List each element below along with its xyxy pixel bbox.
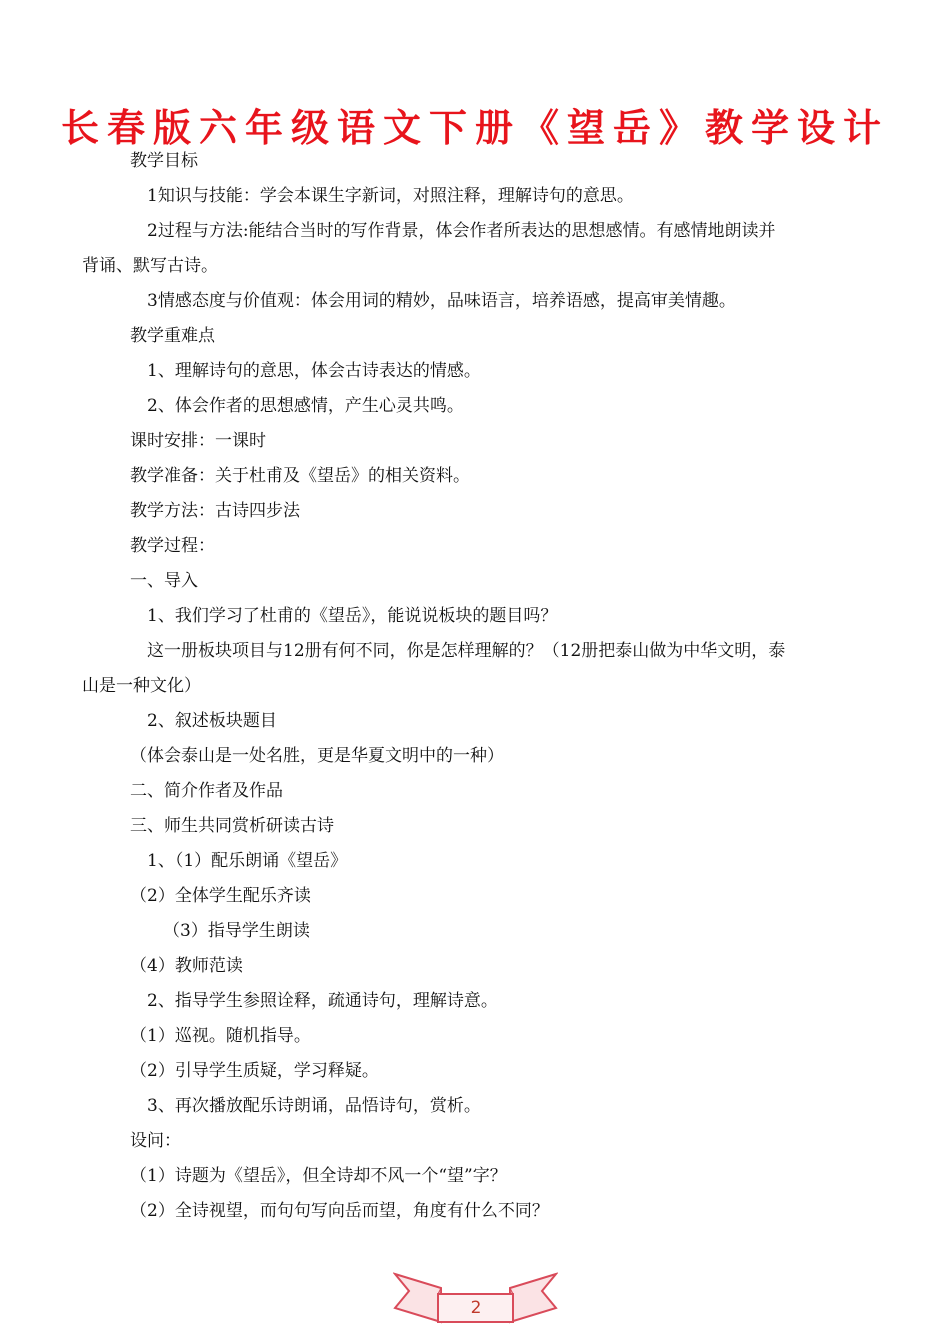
paragraph-line: （体会泰山是一处名胜，更是华夏文明中的一种） [130, 746, 504, 766]
paragraph-line: 背诵、默写古诗。 [82, 256, 218, 276]
paragraph-line: 设问： [130, 1131, 181, 1151]
page-number: 2 [470, 1298, 482, 1318]
paragraph-line: 1、我们学习了杜甫的《望岳》，能说说板块的题目吗？ [147, 606, 558, 626]
paragraph-line: 1知识与技能：学会本课生字新词，对照注释，理解诗句的意思。 [147, 186, 634, 206]
page-title: 长春版六年级语文下册《望岳》教学设计 [60, 106, 889, 150]
paragraph-line: 2、叙述板块题目 [147, 711, 277, 731]
section-heading: 教学过程： [130, 536, 215, 556]
paragraph-line: （2）全体学生配乐齐读 [130, 886, 311, 906]
section-heading: 二、简介作者及作品 [130, 781, 283, 801]
section-heading: 三、师生共同赏析研读古诗 [130, 816, 334, 836]
paragraph-line: 2、体会作者的思想感情，产生心灵共鸣。 [147, 396, 464, 416]
paragraph-line: 这一册板块项目与12册有何不同，你是怎样理解的？（12册把泰山做为中华文明，泰 [147, 641, 786, 661]
paragraph-line: 1、理解诗句的意思，体会古诗表达的情感。 [147, 361, 481, 381]
section-heading: 教学目标 [130, 151, 198, 171]
paragraph-line: 教学准备：关于杜甫及《望岳》的相关资料。 [130, 466, 470, 486]
paragraph-line: 1、（1）配乐朗诵《望岳》 [147, 851, 348, 871]
paragraph-line: 3、再次播放配乐诗朗诵，品悟诗句，赏析。 [147, 1096, 481, 1116]
section-heading: 一、导入 [130, 571, 198, 591]
paragraph-line: （3）指导学生朗读 [163, 921, 310, 941]
paragraph-line: （1）诗题为《望岳》，但全诗却不风一个“望”字？ [130, 1166, 507, 1186]
paragraph-line: （2）全诗视望，而句句写向岳而望，角度有什么不同？ [130, 1201, 549, 1221]
paragraph-line: 课时安排：一课时 [130, 431, 266, 451]
paragraph-line: （1）巡视。随机指导。 [130, 1026, 311, 1046]
paragraph-line: 山是一种文化） [82, 676, 201, 696]
section-heading: 教学重难点 [130, 326, 215, 346]
paragraph-line: 3情感态度与价值观：体会用词的精妙，品味语言，培养语感，提高审美情趣。 [147, 291, 736, 311]
paragraph-line: 2过程与方法:能结合当时的写作背景，体会作者所表达的思想感情。有感情地朗读并 [147, 221, 776, 241]
paragraph-line: 教学方法：古诗四步法 [130, 501, 300, 521]
paragraph-line: （2）引导学生质疑，学习释疑。 [130, 1061, 379, 1081]
paragraph-line: 2、指导学生参照诠释，疏通诗句，理解诗意。 [147, 991, 498, 1011]
paragraph-line: （4）教师范读 [130, 956, 243, 976]
